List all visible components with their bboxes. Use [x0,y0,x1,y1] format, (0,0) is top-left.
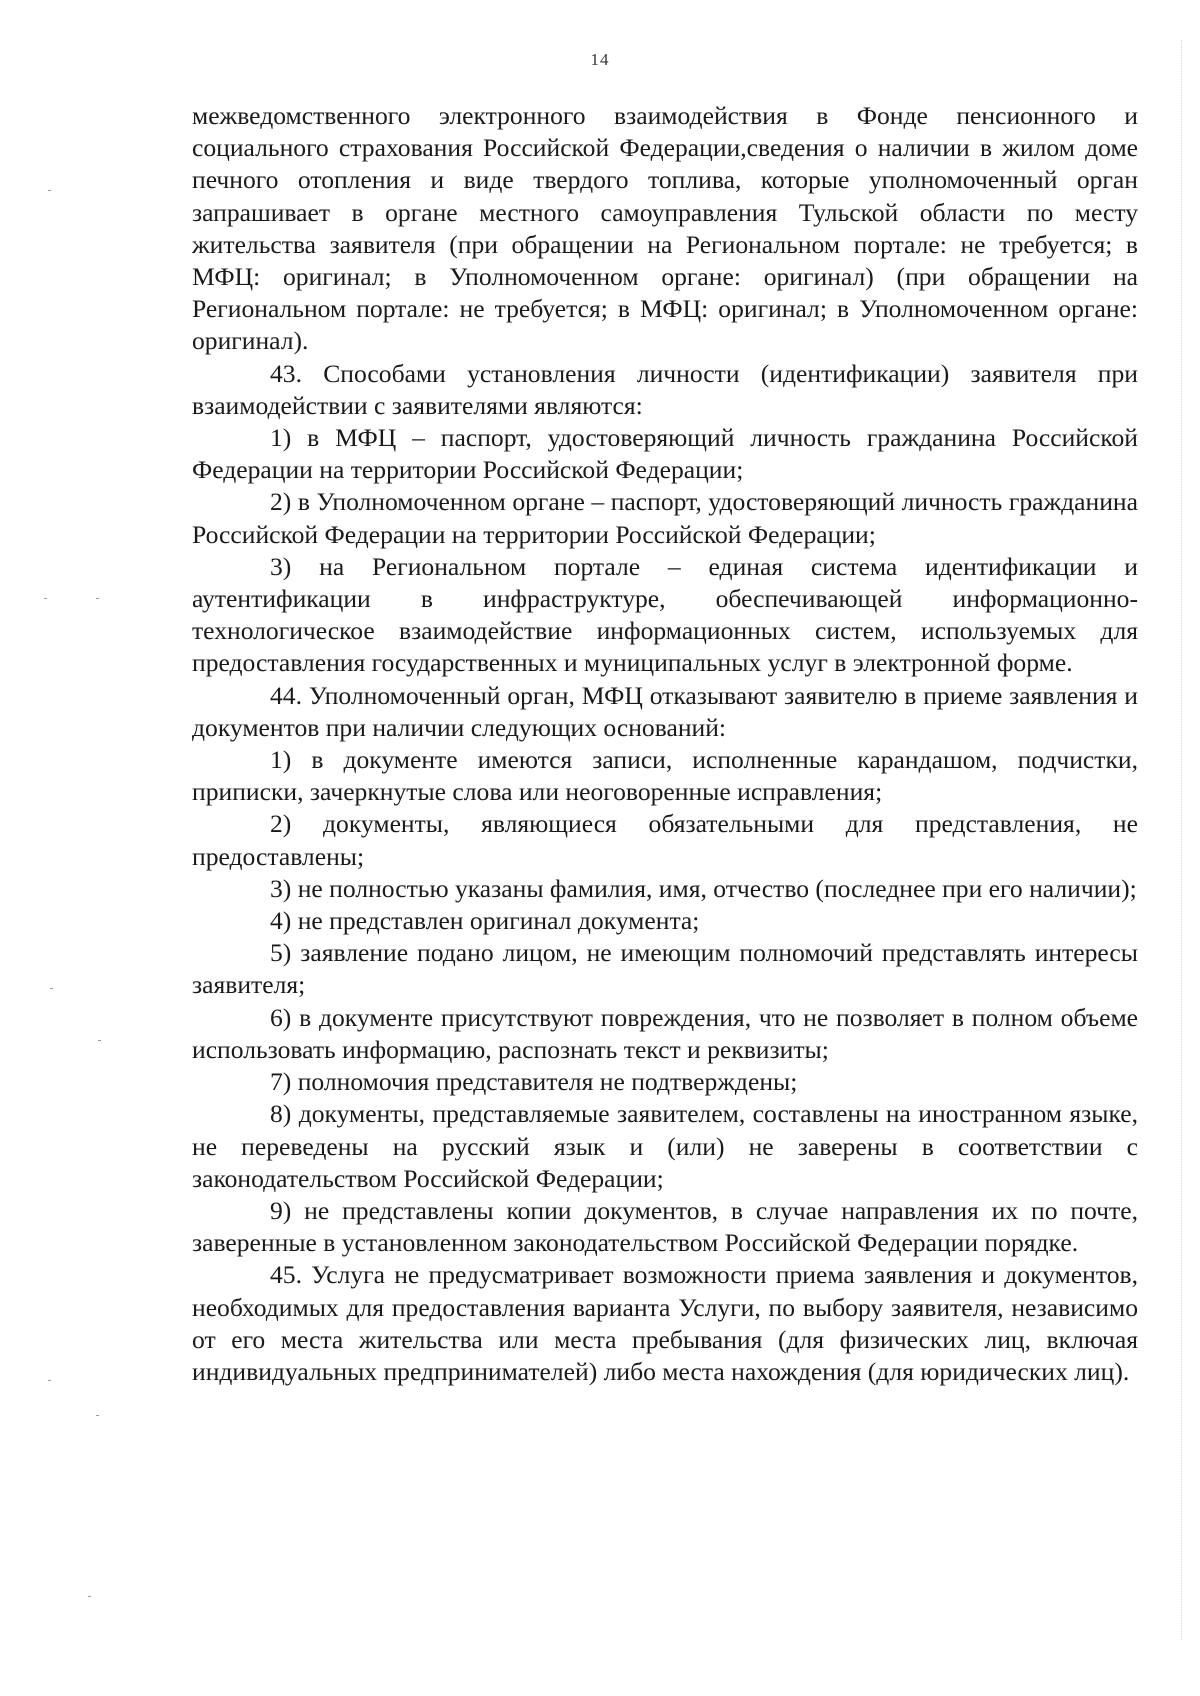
list-item-44-6: 6) в документе присутствуют повреждения, что не позволяет в полном объеме использовать информацию, распознать текст и реквизиты; [192,1002,1138,1064]
scan-speck [44,598,47,599]
list-item-44-7: 7) полномочия представителя не подтверждены; [270,1067,798,1097]
list-item-44-1: 1) в документе имеются записи, исполненные карандашом, подчистки, приписки, зачеркнутые слова или неоговоренные исправления; [192,745,1138,807]
paragraph-43: 43. Способами установления личности (идентификации) заявителя при взаимодействии с заявителями являются: [192,358,1138,420]
list-item-43-1: 1) в МФЦ – паспорт, удостоверяющий личность гражданина Российской Федерации на территории Российской Федерации; [192,423,1138,485]
scan-speck [48,1380,51,1381]
scan-edge-artifact [1180,40,1182,1640]
list-item-43-2: 2) в Уполномоченном органе – паспорт, удостоверяющий личность гражданина Российской Федерации на территории Российской Федерации; [192,487,1138,549]
list-item-44-4: 4) не представлен оригинал документа; [270,906,700,936]
list-item-43-3: 3) на Региональном портале – единая система идентификации и аутентификации в инфраструктуре, обеспечивающей информационно-технологическое взаимодействие информационных систем, используемых для предоставления государственных и муниципальных услуг в электронной форме. [192,551,1138,678]
scan-speck [96,598,99,599]
list-item-44-2: 2) документы, являющиеся обязательными для представления, не предоставлены; [192,809,1138,871]
list-item-44-9: 9) не представлены копии документов, в случае направления их по почте, заверенные в установленном законодательством Российской Федерации порядке. [192,1195,1138,1258]
page-number: 14 [590,50,610,69]
scan-speck [48,190,51,191]
scan-speck [50,988,53,989]
paragraph-continuation: межведомственного электронного взаимодействия в Фонде пенсионного и социального страхования Российской Федерации,сведения о наличии в жилом доме печного отопления и виде твердого топлива, которые уполномоченный орган запрашивает в органе местного самоуправления Тульской области по месту жительства заявителя (при обращении на Региональном портале: не требуется; в МФЦ: оригинал; в Уполномоченном органе: оригинал) (при обращении на Региональном портале: не требуется; в МФЦ: оригинал; в Уполномоченном органе: оригинал). [192,101,1138,356]
paragraph-44: 44. Уполномоченный орган, МФЦ отказывают заявителю в приеме заявления и документов при наличии следующих оснований: [192,680,1138,742]
list-item-44-8: 8) документы, представляемые заявителем, составлены на иностранном языке, не переведены на русский язык и (или) не заверены в соответствии с законодательством Российской Федерации; [192,1099,1138,1193]
scan-speck [98,1040,101,1041]
scan-speck [88,1596,91,1597]
paragraph-45: 45. Услуга не предусматривает возможности приема заявления и документов, необходимых для предоставления варианта Услуги, по выбору заявителя, независимо от его места жительства или места пребывания (для физических лиц, включая индивидуальных предпринимателей) либо места нахождения (для юридических лиц). [192,1260,1138,1386]
document-body [192,100,1138,1388]
list-item-44-3: 3) не полностью указаны фамилия, имя, отчество (последнее при его наличии); [270,873,1137,903]
scan-speck [96,1415,99,1416]
list-item-44-5: 5) заявление подано лицом, не имеющим полномочий представлять интересы заявителя; [192,938,1138,1000]
